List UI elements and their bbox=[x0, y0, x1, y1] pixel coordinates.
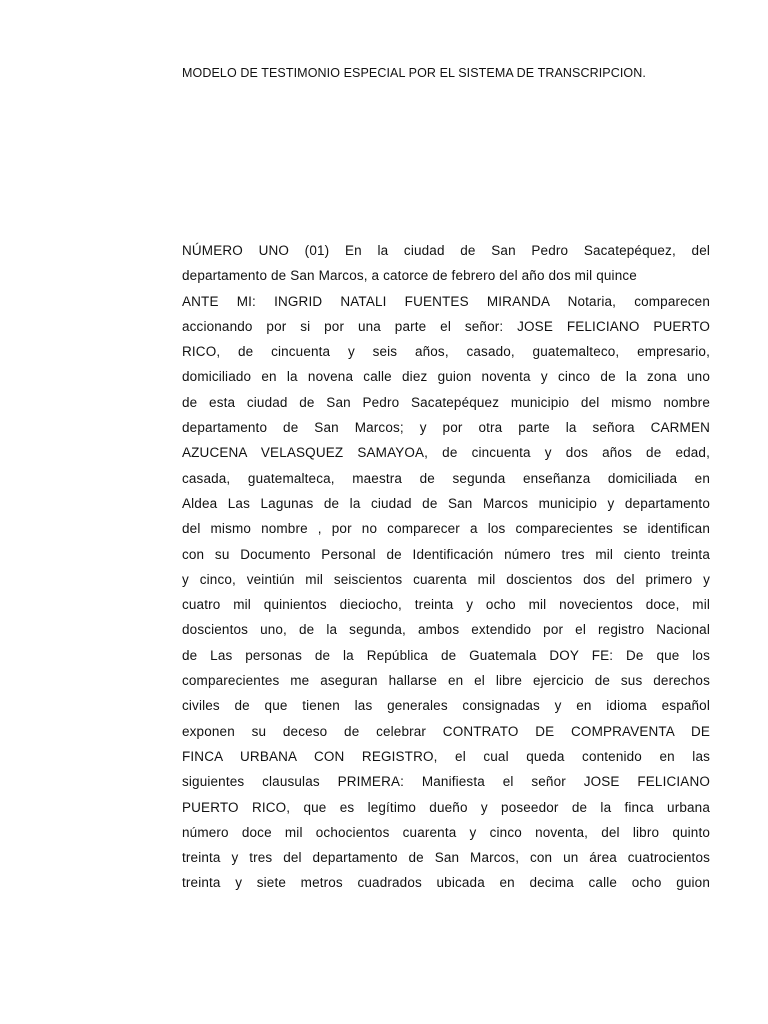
body-line: RICO, de cincuenta y seis años, casado, guatemalteco, empresario, bbox=[182, 344, 710, 360]
body-line: y cinco, veintiún mil seiscientos cuarenta mil doscientos dos del primero y bbox=[182, 571, 710, 587]
body-line: NÚMERO UNO (01) En la ciudad de San Pedro Sacatepéquez, del bbox=[182, 243, 710, 258]
body-line: ANTE MI: INGRID NATALI FUENTES MIRANDA Notaria, comparecen bbox=[182, 293, 710, 309]
body-line: doscientos uno, de la segunda, ambos extendido por el registro Nacional bbox=[182, 622, 710, 638]
body-line: del mismo nombre , por no comparecer a los comparecientes se identifican bbox=[182, 521, 710, 537]
body-line: treinta y siete metros cuadrados ubicada en decima calle ocho guion bbox=[182, 875, 710, 891]
body-line: AZUCENA VELASQUEZ SAMAYOA, de cincuenta y dos años de edad, bbox=[182, 445, 710, 461]
body-line: departamento de San Marcos; y por otra parte la señora CARMEN bbox=[182, 420, 710, 436]
body-line: domiciliado en la novena calle diez guion noventa y cinco de la zona uno bbox=[182, 369, 710, 385]
document-title: MODELO DE TESTIMONIO ESPECIAL POR EL SISTEMA DE TRANSCRIPCION. bbox=[182, 66, 646, 80]
body-line: treinta y tres del departamento de San Marcos, con un área cuatrocientos bbox=[182, 850, 710, 866]
body-line: cuatro mil quinientos dieciocho, treinta y ocho mil novecientos doce, mil bbox=[182, 597, 710, 613]
body-line: FINCA URBANA CON REGISTRO, el cual queda contenido en las bbox=[182, 748, 710, 764]
body-line: exponen su deceso de celebrar CONTRATO DE COMPRAVENTA DE bbox=[182, 723, 710, 739]
document-body bbox=[182, 238, 710, 896]
body-line: Aldea Las Lagunas de la ciudad de San Marcos municipio y departamento bbox=[182, 495, 710, 511]
body-line: siguientes clausulas PRIMERA: Manifiesta el señor JOSE FELICIANO bbox=[182, 774, 710, 790]
body-line: civiles de que tienen las generales consignadas y en idioma español bbox=[182, 698, 710, 714]
body-line: con su Documento Personal de Identificación número tres mil ciento treinta bbox=[182, 546, 710, 562]
body-line: accionando por si por una parte el señor: JOSE FELICIANO PUERTO bbox=[182, 318, 710, 334]
body-line: de esta ciudad de San Pedro Sacatepéquez municipio del mismo nombre bbox=[182, 394, 710, 410]
body-line: comparecientes me aseguran hallarse en el libre ejercicio de sus derechos bbox=[182, 673, 710, 689]
body-line: casada, guatemalteca, maestra de segunda enseñanza domiciliada en bbox=[182, 470, 710, 486]
body-line: de Las personas de la República de Guatemala DOY FE: De que los bbox=[182, 647, 710, 663]
body-line: departamento de San Marcos, a catorce de febrero del año dos mil quince bbox=[182, 268, 637, 284]
body-line: PUERTO RICO, que es legítimo dueño y poseedor de la finca urbana bbox=[182, 799, 710, 815]
body-line: número doce mil ochocientos cuarenta y cinco noventa, del libro quinto bbox=[182, 824, 710, 840]
